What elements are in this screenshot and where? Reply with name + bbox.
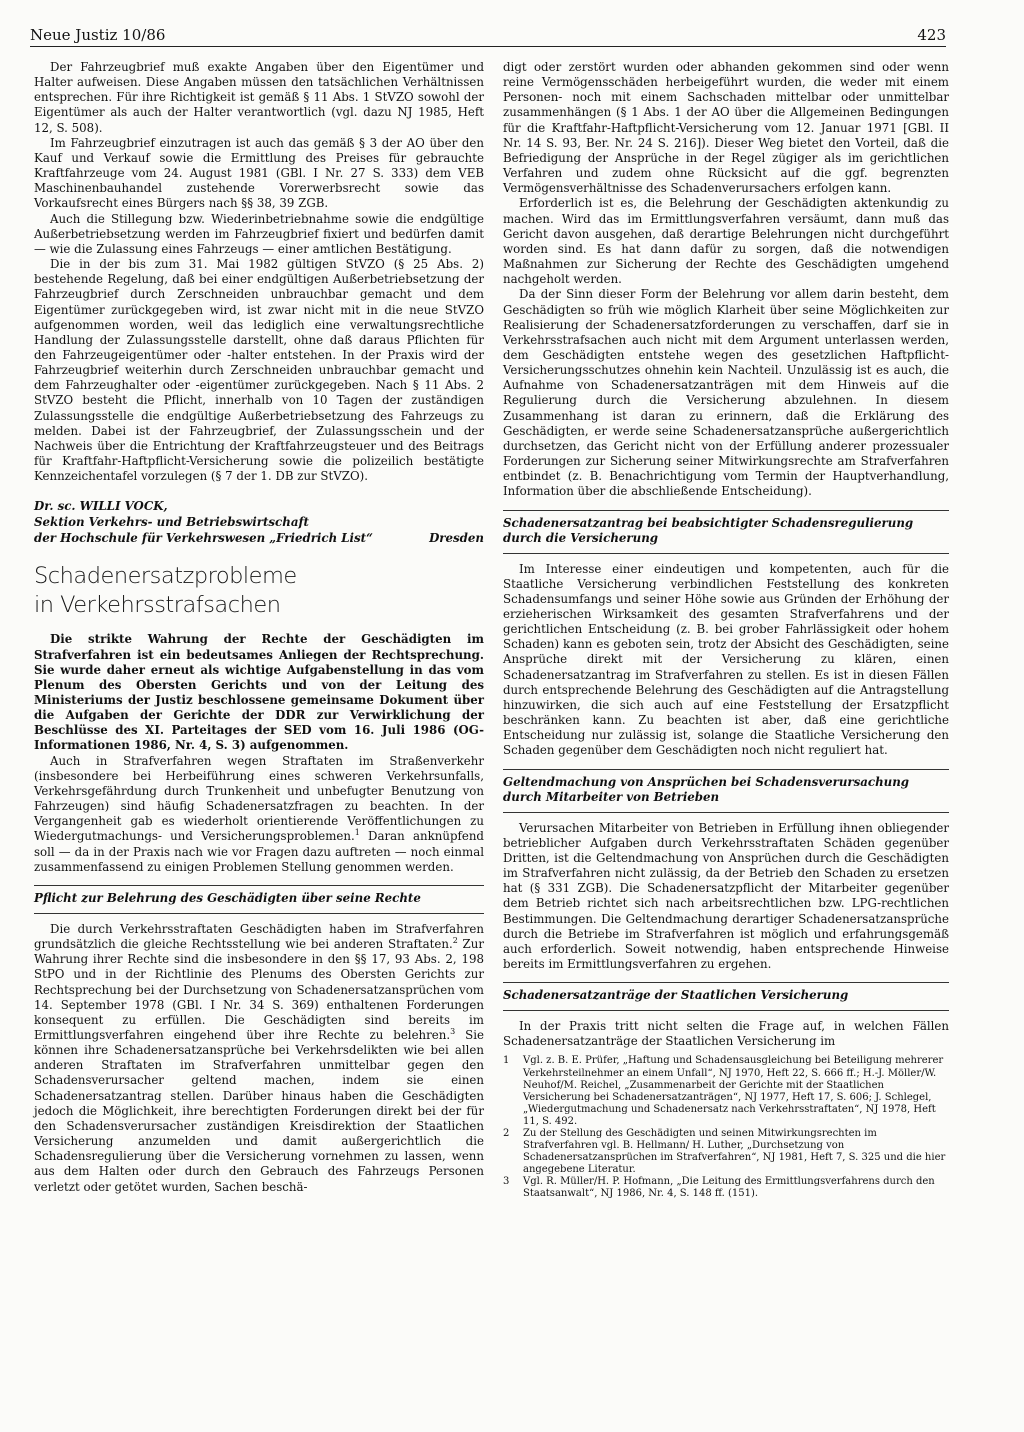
- paragraph: Auch die Stillegung bzw. Wiederinbetriebnahme sowie die endgültige Außerbetriebsetzung werden im Fahrzeugbrief fixiert und bedürfen damit — wie die Zulassung eines Fahrzeugs — einer amtlichen Bestätigung.: [34, 211, 484, 256]
- paragraph: Die durch Verkehrsstraftaten Geschädigten haben im Strafverfahren grundsätzlich die gleiche Rechtsstellung wie bei anderen Straftaten.$^2$ Zur Wahrung ihrer Rechte sind die insbesondere in den §§ 17, 93 Abs. 2, 198 StPO und in der Richtlinie des Plenums des Obersten Gerichts zur Rechtsprechung bei der Durchsetzung von Schadenersatzansprüchen vom 14. September 1978 (GBl. I Nr. 34 S. 369) enthaltenen Forderungen konsequent zu erfüllen. Die Geschädigten sind bereits im Ermittlungsverfahren eingehend über ihre Rechte zu belehren.$^3$ Sie können ihre Schadenersatzansprüche bei Verkehrsdelikten wie bei allen anderen Straftaten im Strafverfahren unmittelbar gegen den Schadensverursacher geltend machen, indem sie einen Schadenersatzantrag stellen. Darüber hinaus haben die Geschädigten jedoch die Möglichkeit, ihre berechtigten Forderungen direkt bei der für den Schadensverursacher zuständigen Kreisdirektion der Staatlichen Versicherung anzumelden und damit außergerichtlich die Schadensregulierung über die Versicherung vornehmen zu lassen, wenn aus dem Halten oder durch den Gebrauch des Fahrzeugs Personen verletzt oder getötet wurden, Sachen beschä-: [34, 921, 484, 1194]
- paragraph: Der Fahrzeugbrief muß exakte Angaben über den Eigentümer und Halter aufweisen. Diese Angaben müssen den tatsächlichen Verhältnissen entsprechen. Für ihre Richtigkeit ist gemäß § 11 Abs. 1 StVZO sowohl der Eigentümer als auch der Halter verantwortlich (vgl. dazu NJ 1985, Heft 12, S. 508).: [34, 60, 484, 135]
- footnote-number: 3: [503, 1176, 510, 1188]
- footnotes: [503, 1055, 949, 1200]
- paragraph: Verursachen Mitarbeiter von Betrieben in Erfüllung ihnen obliegender betrieblicher Aufgaben durch Verkehrsstraftaten Schäden gegenüber Dritten, ist die Geltendmachung von Ansprüchen durch die Geschädigten im Strafverfahren nicht zulässig, da der Betrieb den Schaden zu ersetzen hat (§ 331 ZGB). Die Schadenersatzpflicht der Mitarbeiter gegenüber dem Betrieb richtet sich nach arbeitsrechtlichen bzw. LPG-rechtlichen Bestimmungen. Die Geltendmachung derartiger Schadenersatzansprüche durch die Betriebe im Strafverfahren ist möglich und erfahrungsgemäß auch erforderlich. Soweit notwendig, haben entsprechende Hinweise bereits im Ermittlungsverfahren zu ergehen.: [503, 820, 949, 971]
- lead-paragraph: Die strikte Wahrung der Rechte der Geschädigten im Strafverfahren ist ein bedeutsames Anliegen der Rechtsprechung. Sie wurde daher erneut als wichtige Aufgabenstellung in das vom Plenum des Obersten Gerichts und von der Leitung des Ministeriums der Justiz beschlossene gemeinsame Dokument über die Aufgaben der Gerichte der DDR zur Verwirklichung der Beschlüsse des XI. Parteitages der SED vom 16. Juli 1986 (OG-Informationen 1986, Nr. 4, S. 3) aufgenommen.: [34, 632, 484, 753]
- footnote-text: Vgl. R. Müller/H. P. Hofmann, „Die Leitung des Ermittlungsverfahrens durch den Staatsanwalt“, NJ 1986, Nr. 4, S. 148 ff. (151).: [523, 1176, 935, 1200]
- section-heading: Schadenersatzanträge der Staatlichen Versicherung: [503, 982, 949, 1011]
- section-heading: Pflicht zur Belehrung des Geschädigten über seine Rechte: [34, 885, 484, 914]
- page-header: [30, 20, 946, 47]
- section-heading: Geltendmachung von Ansprüchen bei Schadensverursachung durch Mitarbeiter von Betrieben: [503, 769, 949, 813]
- paragraph: Im Fahrzeugbrief einzutragen ist auch das gemäß § 3 der AO über den Kauf und Verkauf sowie die Ermittlung des Preises für gebrauchte Kraftfahrzeuge vom 24. August 1981 (GBl. I Nr. 27 S. 333) dem VEB Maschinenbauhandel zustehende Vorerwerbsrecht sowie das Vorkaufsrecht eines Bürgers nach §§ 38, 39 ZGB.: [34, 135, 484, 211]
- footnote: [503, 1055, 949, 1128]
- footnote-ref: 2: [452, 936, 458, 946]
- left-column: [34, 60, 484, 1195]
- footnote-ref: 3: [450, 1027, 456, 1037]
- paragraph: Die in der bis zum 31. Mai 1982 gültigen StVZO (§ 25 Abs. 2) bestehende Regelung, daß bei einer endgültigen Außerbetriebsetzung der Fahrzeugbrief durch Zerschneiden unbrauchbar gemacht und dem Eigentümer zurückgegeben wird, ist zwar nicht mit in die neue StVZO aufgenommen worden, weil das lediglich eine verwaltungsrechtliche Handlung der Zulassungsstelle darstellt, ohne daß daraus Pflichten für den Fahrzeugeigentümer oder -halter entstehen. In der Praxis wird der Fahrzeugbrief weiterhin durch Zerschneiden unbrauchbar gemacht und dem Fahrzeughalter oder -eigentümer zurückgegeben. Nach § 11 Abs. 2 StVZO besteht die Pflicht, innerhalb von 10 Tagen der zuständigen Zulassungsstelle die endgültige Außerbetriebsetzung des Fahrzeugs zu melden. Dabei ist der Fahrzeugbrief, der Zulassungsschein und der Nachweis über die Entrichtung der Kraftfahrzeugsteuer und des Beitrags für Kraftfahr-Haftpflicht-Versicherung sowie die polizeilich bestätigte Kennzeichentafel vorzulegen (§ 7 der 1. DB zur StVZO).: [34, 257, 484, 484]
- footnote-number: 1: [503, 1055, 510, 1067]
- paragraph: In der Praxis tritt nicht selten die Frage auf, in welchen Fällen Schadenersatzanträge der Staatlichen Versicherung im: [503, 1019, 949, 1049]
- paragraph: digt oder zerstört wurden oder abhanden gekommen sind oder wenn reine Vermögensschäden herbeigeführt wurden, die weder mit einem Personen- noch mit einem Sachschaden mittelbar oder unmittelbar zusammenhängen (§ 1 Abs. 1 der AO über die Allgemeinen Bedingungen für die Kraftfahr-Haftpflicht-Versicherung vom 12. Januar 1971 [GBl. II Nr. 14 S. 93, Ber. Nr. 24 S. 216]). Dieser Weg bietet den Vorteil, daß die Befriedigung der Ansprüche in der Regel zügiger als im gerichtlichen Verfahren und zudem ohne Rücksicht auf die ggf. begrenzten Vermögensverhältnisse des Schadenverursachers erfolgen kann.: [503, 60, 949, 196]
- paragraph: Auch in Strafverfahren wegen Straftaten im Straßenverkehr (insbesondere bei Herbeiführung eines schweren Verkehrsunfalls, Verkehrsgefährdung durch Trunkenheit und unbefugter Benutzung von Fahrzeugen) sind häufig Schadenersatzfragen zu beachten. In der Vergangenheit gab es wiederholt orientierende Veröffentlichungen zu Wiedergutmachungs- und Versicherungsproblemen.$^1$ Daran anknüpfend soll — da in der Praxis nach wie vor Fragen dazu auftreten — noch einmal zusammenfassend zu einigen Problemen Stellung genommen werden.: [34, 753, 484, 874]
- footnote-ref: 1: [354, 828, 360, 838]
- author-institution: der Hochschule für Verkehrswesen „Friedrich List“: [34, 531, 373, 546]
- footnote-text: Zu der Stellung des Geschädigten und seinen Mitwirkungsrechten im Strafverfahren vgl. B. Hellmann/ H. Luther, „Durchsetzung von Schadenersatzansprüchen im Strafverfahren“, NJ 1981, Heft 7, S. 325 und die hier angegebene Literatur.: [523, 1128, 946, 1176]
- paragraph: Im Interesse einer eindeutigen und kompetenten, auch für die Staatliche Versicherung verbindlichen Feststellung des konkreten Schadensumfangs und seiner Höhe sowie aus Gründen der Erhöhung der erzieherischen Wirksamkeit des gesamten Strafverfahrens und der gerichtlichen Entscheidung (z. B. bei grober Fahrlässigkeit oder hohem Schaden) kann es geboten sein, trotz der Absicht des Geschädigten, seine Ansprüche direkt mit der Versicherung zu klären, einen Schadenersatzantrag im Strafverfahren zu stellen. Es ist in diesen Fällen durch entsprechende Belehrung des Geschädigten auf die Antragstellung hinzuwirken, die sich auch auf eine Feststellung der Ersatzpflicht beschränken kann. Zu beachten ist aber, daß eine gerichtliche Entscheidung nur zulässig ist, solange die Staatliche Versicherung den Schaden gegenüber dem Geschädigten noch nicht reguliert hat.: [503, 561, 949, 758]
- page-number: 423: [917, 26, 946, 44]
- footnote: [503, 1128, 949, 1176]
- author-signature: [34, 498, 484, 546]
- journal-issue: Neue Justiz 10/86: [30, 26, 166, 44]
- footnote-text: Vgl. z. B. E. Prüfer, „Haftung und Schadensausgleichung bei Beteiligung mehrerer Verkehrsteilnehmer an einem Unfall“, NJ 1970, Heft 22, S. 666 ff.; H.-J. Möller/W. Neuhof/M. Reichel, „Zusammenarbeit der Gerichte mit der Staatlichen Versicherung bei Schadenersatzanträgen“, NJ 1977, Heft 17, S. 606; J. Schlegel, „Wiedergutmachung und Schadenersatz nach Verkehrsstraftaten“, NJ 1978, Heft 11, S. 492.: [523, 1055, 944, 1127]
- section-heading: Schadenersatzantrag bei beabsichtigter Schadensregulierung durch die Versicherung: [503, 510, 949, 554]
- paragraph: Da der Sinn dieser Form der Belehrung vor allem darin besteht, dem Geschädigten so früh wie möglich Klarheit über seine Möglichkeiten zur Realisierung der Schadenersatzforderungen zu verschaffen, darf sie in Verkehrsstrafsachen auch nicht mit dem Argument unterlassen werden, dem Geschädigten entstehe wegen des gesetzlichen Haftpflicht-Versicherungsschutzes ohnehin kein Nachteil. Unzulässig ist es auch, die Aufnahme von Schadenersatzanträgen mit dem Hinweis auf die Regulierung durch die Versicherung abzulehnen. In diesem Zusammenhang ist daran zu erinnern, daß die Erklärung des Geschädigten, er werde seine Schadenersatzansprüche außergerichtlich durchsetzen, das Gericht nicht von der Erfüllung anderer prozessualer Forderungen zur Sicherung seiner Mitwirkungsrechte am Strafverfahren entbindet (z. B. Benachrichtigung vom Termin der Hauptverhandlung, Information über die abschließende Entscheidung).: [503, 287, 949, 499]
- paragraph: Erforderlich ist es, die Belehrung der Geschädigten aktenkundig zu machen. Wird das im Ermittlungsverfahren versäumt, dann muß das Gericht davon ausgehen, daß derartige Belehrungen nicht durchgeführt worden sind. Es hat dann dafür zu sorgen, daß die notwendigen Maßnahmen zur Sicherung der Rechte des Geschädigten umgehend nachgeholt werden.: [503, 196, 949, 287]
- article-title: Schadenersatzprobleme in Verkehrsstrafsachen: [34, 563, 297, 619]
- right-column: [503, 60, 949, 1201]
- footnote: [503, 1176, 949, 1200]
- author-name: Dr. sc. WILLI VOCK,: [34, 499, 168, 514]
- footnote-number: 2: [503, 1128, 510, 1139]
- author-department: Sektion Verkehrs- und Betriebswirtschaft: [34, 515, 309, 530]
- author-city: Dresden: [429, 531, 484, 546]
